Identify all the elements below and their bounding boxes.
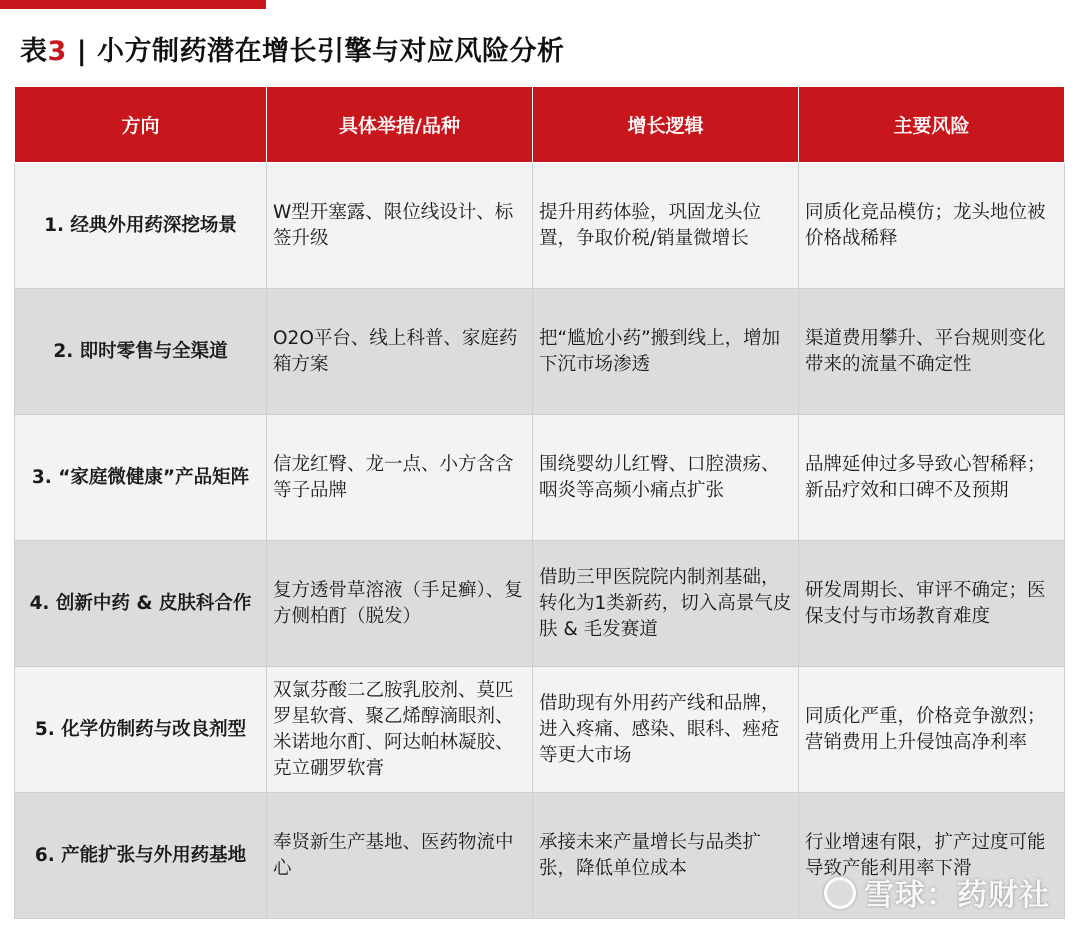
cell-direction: 2. 即时零售与全渠道 [15,289,267,415]
top-accent-bar [0,0,266,9]
cell-direction: 4. 创新中药 & 皮肤科合作 [15,541,267,667]
table-row [15,415,1065,541]
cell-logic: 围绕婴幼儿红臀、口腔溃疡、咽炎等高频小痛点扩张 [533,415,799,541]
title-text: | 小方制药潜在增长引擎与对应风险分析 [66,36,565,67]
cell-direction: 3. “家庭微健康”产品矩阵 [15,415,267,541]
cell-direction: 1. 经典外用药深挖场景 [15,163,267,289]
header-risk: 主要风险 [799,87,1065,163]
cell-logic: 借助三甲医院院内制剂基础，转化为1类新药，切入高景气皮肤 & 毛发赛道 [533,541,799,667]
cell-measures: 双氯芬酸二乙胺乳胶剂、莫匹罗星软膏、聚乙烯醇滴眼剂、米诺地尔酊、阿达帕林凝胶、克立硼罗软膏 [267,667,533,793]
cell-logic: 提升用药体验，巩固龙头位置，争取价税/销量微增长 [533,163,799,289]
cell-direction: 6. 产能扩张与外用药基地 [15,793,267,919]
table-row [15,289,1065,415]
table-title [20,30,564,74]
cell-measures: 信龙红臀、龙一点、小方含含等子品牌 [267,415,533,541]
table-row [15,667,1065,793]
cell-risk: 行业增速有限，扩产过度可能导致产能利用率下滑 [799,793,1065,919]
source-watermark [824,870,1050,914]
watermark-text: 雪球：药财社 [864,878,1050,913]
cell-measures: O2O平台、线上科普、家庭药箱方案 [267,289,533,415]
header-direction: 方向 [15,87,267,163]
cell-risk: 品牌延伸过多导致心智稀释；新品疗效和口碑不及预期 [799,415,1065,541]
cell-measures: W型开塞露、限位线设计、标签升级 [267,163,533,289]
cell-measures: 奉贤新生产基地、医药物流中心 [267,793,533,919]
table-header-row [15,87,1065,163]
analysis-table [14,86,1065,919]
header-logic: 增长逻辑 [533,87,799,163]
cell-risk: 研发周期长、审评不确定；医保支付与市场教育难度 [799,541,1065,667]
header-measures: 具体举措/品种 [267,87,533,163]
cell-risk: 同质化竞品模仿；龙头地位被价格战稀释 [799,163,1065,289]
cell-logic: 借助现有外用药产线和品牌，进入疼痛、感染、眼科、痤疮等更大市场 [533,667,799,793]
cell-logic: 承接未来产量增长与品类扩张，降低单位成本 [533,793,799,919]
analysis-table-container [14,86,1064,919]
cell-logic: 把“尴尬小药”搬到线上，增加下沉市场渗透 [533,289,799,415]
table-row [15,163,1065,289]
table-row [15,541,1065,667]
cell-risk: 渠道费用攀升、平台规则变化带来的流量不确定性 [799,289,1065,415]
title-number: 3 [47,36,67,67]
cell-risk: 同质化严重，价格竞争激烈；营销费用上升侵蚀高净利率 [799,667,1065,793]
title-prefix: 表 [20,36,48,67]
snowball-logo-icon [824,877,856,909]
cell-measures: 复方透骨草溶液（手足癣）、复方侧柏酊（脱发） [267,541,533,667]
cell-direction: 5. 化学仿制药与改良剂型 [15,667,267,793]
